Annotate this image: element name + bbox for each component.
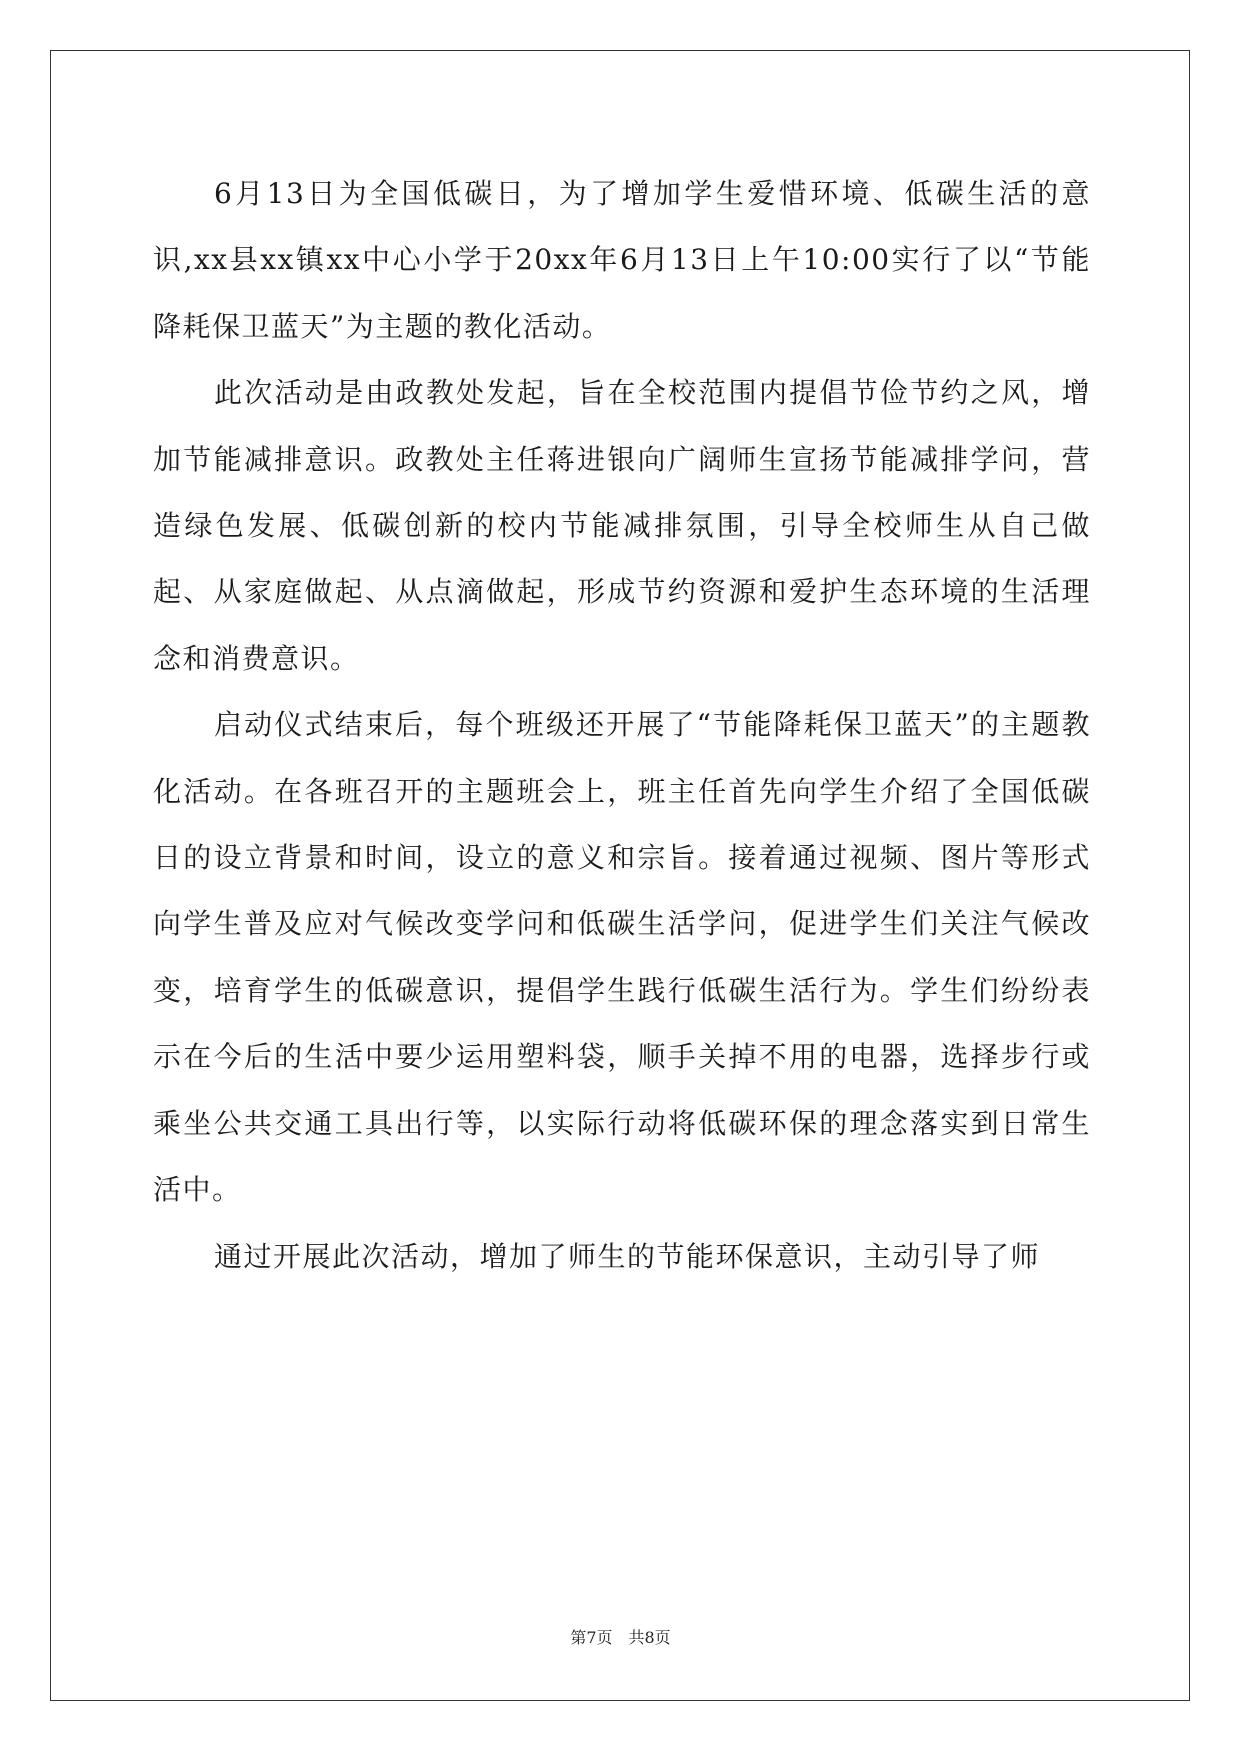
paragraph: 启动仪式结束后，每个班级还开展了“节能降耗保卫蓝天”的主题教化活动。在各班召开的主题班会上，班主任首先向学生介绍了全国低碳日的设立背景和时间，设立的意义和宗旨。接着通过视频、图片等形式向学生普及应对气候改变学问和低碳生活学问，促进学生们关注气候改变，培育学生的低碳意识，提倡学生践行低碳生活行为。学生们纷纷表示在今后的生活中要少运用塑料袋，顺手关掉不用的电器，选择步行或乘坐公共交通工具出行等，以实际行动将低碳环保的理念落实到日常生活中。 bbox=[153, 708, 1091, 1207]
page-footer bbox=[0, 1625, 1241, 1648]
paragraph: 6月13日为全国低碳日，为了增加学生爱惜环境、低碳生活的意识,xx县xx镇xx中心小学于20xx年6月13日上午10:00实行了以“节能降耗保卫蓝天”为主题的教化活动。 bbox=[153, 177, 1091, 343]
paragraph: 通过开展此次活动，增加了师生的节能环保意识，主动引导了师 bbox=[214, 1239, 1041, 1273]
paragraph: 此次活动是由政教处发起，旨在全校范围内提倡节俭节约之风，增加节能减排意识。政教处主任蒋进银向广阔师生宣扬节能减排学问，营造绿色发展、低碳创新的校内节能减排氛围，引导全校师生从自己做起、从家庭做起、从点滴做起，形成节约资源和爱护生态环境的生活理念和消费意识。 bbox=[153, 376, 1091, 675]
page-total: 共8页 bbox=[628, 1628, 671, 1647]
page-number: 第7页 bbox=[570, 1628, 613, 1647]
document-body bbox=[153, 161, 1091, 1290]
